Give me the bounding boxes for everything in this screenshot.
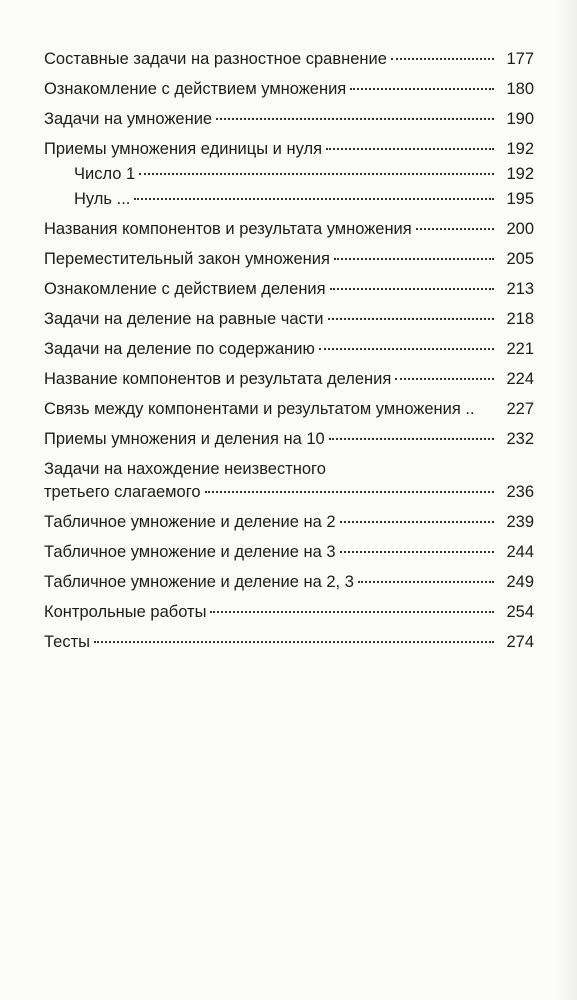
- toc-entry-page: 205: [506, 250, 534, 268]
- toc-entry-title-line2: третьего слагаемого: [44, 483, 201, 501]
- dot-leader: [391, 58, 494, 60]
- toc-entry-title: Табличное умножение и деление на 2, 3: [44, 573, 354, 591]
- toc-entry-title: Задачи на умножение: [44, 110, 213, 128]
- toc-entry: [44, 78, 534, 101]
- table-of-contents: [44, 48, 534, 661]
- toc-entry-title: Ознакомление с действием деления: [44, 280, 326, 298]
- toc-entry: [44, 458, 534, 504]
- dot-leader: [340, 551, 494, 553]
- dot-leader: [358, 581, 494, 583]
- toc-entry-title: Нуль ...: [74, 190, 131, 208]
- page-edge-shadow: [557, 0, 577, 1000]
- toc-entry-page: 274: [506, 633, 534, 651]
- toc-entry: [44, 601, 534, 624]
- toc-entry-title: Связь между компонентами и результатом умножения ..: [44, 400, 475, 418]
- toc-entry-title: Названия компонентов и результата умножения: [44, 220, 412, 238]
- toc-entry: [44, 338, 534, 361]
- toc-entry-page: 190: [506, 110, 534, 128]
- toc-entry-title: Контрольные работы: [44, 603, 207, 621]
- toc-entry-page: 232: [506, 430, 534, 448]
- toc-entry-page: 192: [506, 140, 534, 158]
- toc-entry: [44, 278, 534, 301]
- dot-leader: [328, 318, 494, 320]
- toc-entry-title: Тесты: [44, 633, 90, 651]
- dot-leader: [94, 641, 494, 643]
- toc-entry-title: Составные задачи на разностное сравнение: [44, 50, 387, 68]
- toc-entry: [44, 48, 534, 71]
- toc-entry-page: 213: [506, 280, 534, 298]
- dot-leader: [334, 258, 494, 260]
- dot-leader: [395, 378, 494, 380]
- toc-entry: [44, 108, 534, 131]
- toc-subentry: [44, 163, 534, 186]
- dot-leader: [205, 491, 494, 493]
- toc-entry: [44, 631, 534, 654]
- dot-leader: [326, 148, 494, 150]
- toc-entry: [44, 308, 534, 331]
- toc-entry-page: 221: [506, 340, 534, 358]
- toc-entry-title: Задачи на деление на равные части: [44, 310, 324, 328]
- dot-leader: [479, 408, 494, 410]
- toc-entry-page: 195: [506, 190, 534, 208]
- toc-entry-page: 227: [506, 400, 534, 418]
- toc-entry-page: 244: [506, 543, 534, 561]
- toc-entry: [44, 248, 534, 271]
- dot-leader: [139, 173, 494, 175]
- dot-leader: [329, 438, 494, 440]
- toc-entry-title-line1: Задачи на нахождение неизвестного: [44, 460, 326, 478]
- toc-entry-title: Название компонентов и результата деления: [44, 370, 392, 388]
- toc-entry-title: Приемы умножения и деления на 10: [44, 430, 325, 448]
- toc-entry-page: 177: [506, 50, 534, 68]
- toc-entry-title: Табличное умножение и деление на 3: [44, 543, 336, 561]
- toc-entry-page: 224: [506, 370, 534, 388]
- toc-entry-page: 239: [506, 513, 534, 531]
- toc-entry: [44, 138, 534, 161]
- toc-entry-title: Число 1: [74, 165, 136, 183]
- toc-entry: [44, 511, 534, 534]
- toc-entry-page: 180: [506, 80, 534, 98]
- toc-entry-page: 218: [506, 310, 534, 328]
- toc-subentry: [44, 188, 534, 211]
- dot-leader: [319, 348, 494, 350]
- dot-leader: [210, 611, 494, 613]
- toc-entry: [44, 541, 534, 564]
- toc-entry-title: Приемы умножения единицы и нуля: [44, 140, 323, 158]
- dot-leader: [134, 198, 494, 200]
- toc-entry-page: 192: [506, 165, 534, 183]
- toc-entry: [44, 571, 534, 594]
- toc-entry-title: Задачи на деление по содержанию: [44, 340, 315, 358]
- toc-entry-page: 254: [506, 603, 534, 621]
- dot-leader: [350, 88, 494, 90]
- toc-entry-page: 200: [506, 220, 534, 238]
- dot-leader: [416, 228, 494, 230]
- dot-leader: [340, 521, 494, 523]
- toc-entry: [44, 218, 534, 241]
- dot-leader: [330, 288, 494, 290]
- toc-entry-title: Табличное умножение и деление на 2: [44, 513, 336, 531]
- toc-entry: [44, 428, 534, 451]
- toc-entry: [44, 398, 534, 421]
- dot-leader: [216, 118, 494, 120]
- toc-entry-page: 249: [506, 573, 534, 591]
- toc-entry: [44, 368, 534, 391]
- toc-entry-title: Ознакомление с действием умножения: [44, 80, 347, 98]
- toc-entry-title: Переместительный закон умножения: [44, 250, 330, 268]
- toc-entry-page: 236: [506, 483, 534, 501]
